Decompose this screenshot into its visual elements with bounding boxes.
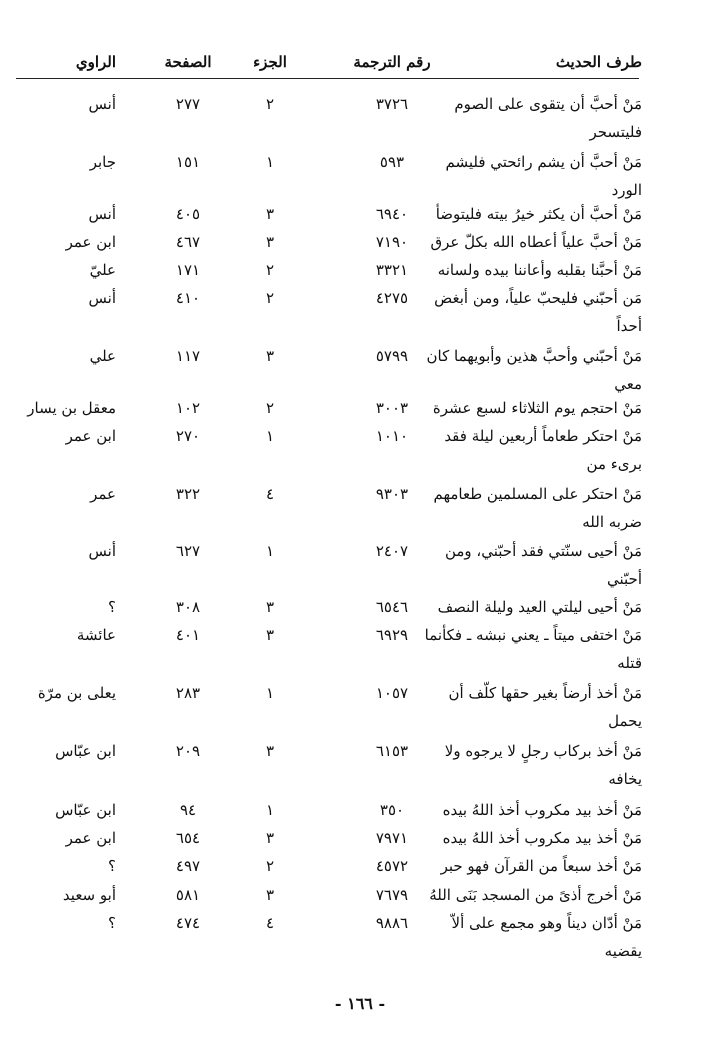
hadith-text-continued: معي [614,375,642,393]
header-number: رقم الترجمة [353,53,431,71]
hadith-text: مَنْ أحيى ليلتي العيد وليلة النصف [437,598,642,616]
page-number-cell: ٩٤ [179,801,197,819]
header-narrator: الراوي [75,53,116,71]
hadith-text-continued: فليتسحر [589,123,642,141]
page-number-cell: ٣٠٨ [175,598,201,616]
volume-number: ٢ [265,261,275,279]
entry-number: ٣٥٠ [379,801,405,819]
narrator-name: يعلى بن مرّة [37,684,116,702]
volume-number: ١ [265,542,275,560]
entry-number: ١٠١٠ [375,427,409,445]
page-number-cell: ٤١٠ [175,289,201,307]
hadith-text: مَنْ أحبَّ أن يكثر خيرُ بيته فليتوضأ [435,205,642,223]
narrator-name: ؟ [108,598,116,616]
volume-number: ٣ [265,886,275,904]
volume-number: ٢ [265,857,275,875]
hadith-text: مَنْ احتكر على المسلمين طعامهم [433,485,642,503]
page-number-cell: ٢٨٣ [175,684,201,702]
page-number-cell: ٦٢٧ [175,542,201,560]
hadith-text: مَنْ أخرج أذىً من المسجد بَنَى اللهُ [429,886,642,904]
hadith-text: مَنْ أحيى سنّتي فقد أحبّني، ومن [444,542,642,560]
narrator-name: ؟ [108,857,116,875]
volume-number: ٢ [265,289,275,307]
entry-number: ٢٤٠٧ [375,542,409,560]
page-number-cell: ٤٠٥ [175,205,201,223]
volume-number: ٤ [265,914,275,932]
narrator-name: ابن عمر [65,233,116,251]
entry-number: ١٠٥٧ [375,684,409,702]
hadith-text-continued: أحداً [616,317,642,335]
entry-number: ٩٣٠٣ [375,485,409,503]
entry-number: ٦٩٤٠ [375,205,409,223]
narrator-name: عليّ [89,261,116,279]
volume-number: ٤ [265,485,275,503]
narrator-name: أنس [88,289,116,307]
volume-number: ٣ [265,742,275,760]
header-part: الجزء [253,53,287,71]
page-number-cell: ٢٧٠ [175,427,201,445]
hadith-text-continued: يحمل [608,712,642,730]
hadith-text-continued: أحبّني [607,570,642,588]
hadith-text: مَنْ احتكر طعاماً أربعين ليلة فقد [444,427,642,445]
hadith-text-continued: يقضيه [604,942,642,960]
hadith-text: مَنْ أحبَّ علياً أعطاه الله بكلّ عرق [430,233,642,251]
volume-number: ١ [265,153,275,171]
hadith-text: مَنْ أخذ بيد مكروب أخذ اللهُ بيده [442,829,642,847]
entry-number: ٥٧٩٩ [375,347,409,365]
narrator-name: أنس [88,95,116,113]
volume-number: ٣ [265,205,275,223]
page-number-cell: ١٠٢ [175,399,201,417]
narrator-name: جابر [89,153,116,171]
hadith-text: مَنْ أخذ بيد مكروب أخذ اللهُ بيده [442,801,642,819]
narrator-name: معقل بن يسار [27,399,116,417]
hadith-text: مَنْ أحبَّ أن يتقوى على الصوم [454,95,642,113]
narrator-name: عائشة [76,626,116,644]
entry-number: ٣٠٠٣ [375,399,409,417]
page-number-cell: ٢٠٩ [175,742,201,760]
entry-number: ٧٩٧١ [375,829,409,847]
volume-number: ٣ [265,626,275,644]
page-number-cell: ٦٥٤ [175,829,201,847]
page-number-cell: ٤٧٤ [175,914,201,932]
page-number-cell: ٤٩٧ [175,857,201,875]
hadith-text-continued: قتله [617,654,642,672]
hadith-text: مَنْ أحبَّ أن يشم رائحتي فليشم [445,153,642,171]
page-number-cell: ٤٠١ [175,626,201,644]
page-number: - ١٦٦ - [334,994,386,1013]
entry-number: ٣٣٢١ [375,261,409,279]
narrator-name: ؟ [108,914,116,932]
narrator-name: أنس [88,205,116,223]
entry-number: ٦٩٢٩ [375,626,409,644]
narrator-name: أبو سعيد [62,886,116,904]
hadith-text: مَنْ أحبَّنا بقلبه وأعاننا بيده ولسانه [437,261,642,279]
hadith-text: مَنْ احتجم يوم الثلاثاء لسبع عشرة [432,399,642,417]
volume-number: ٣ [265,347,275,365]
entry-number: ٦١٥٣ [375,742,409,760]
hadith-text-continued: ضربه الله [582,513,642,531]
page-number-cell: ٢٧٧ [175,95,201,113]
page-number-cell: ٣٢٢ [175,485,201,503]
narrator-name: ابن عبّاس [55,801,116,819]
header-page: الصفحة [164,53,212,71]
entry-number: ٥٩٣ [379,153,405,171]
narrator-name: ابن عمر [65,829,116,847]
entry-number: ٧١٩٠ [375,233,409,251]
hadith-text: مَن أحبّني فليحبّ علياً، ومن أبغض [434,289,642,307]
volume-number: ٢ [265,95,275,113]
volume-number: ١ [265,801,275,819]
page-number-cell: ١٧١ [175,261,201,279]
page-number-cell: ١١٧ [175,347,201,365]
hadith-text-continued: يخافه [608,770,642,788]
narrator-name: علي [89,347,116,365]
page-number-cell: ٤٦٧ [175,233,201,251]
volume-number: ٢ [265,399,275,417]
entry-number: ٧٦٧٩ [375,886,409,904]
hadith-text-continued: الورد [611,181,642,199]
hadith-text: مَنْ اختفى ميتاً ـ يعني نبشه ـ فكأنما [424,626,642,644]
hadith-text: مَنْ أحبّني وأحبَّ هذين وأبويهما كان [426,347,642,365]
hadith-text: مَنْ أخذ سبعاً من القرآن فهو حبر [440,857,642,875]
volume-number: ٣ [265,598,275,616]
narrator-name: ابن عمر [65,427,116,445]
header-rule [16,78,639,79]
page-number-cell: ٥٨١ [175,886,201,904]
narrator-name: عمر [90,485,116,503]
volume-number: ١ [265,684,275,702]
hadith-text: مَنْ أخذ أرضاً بغير حقها كلّف أن [448,684,642,702]
volume-number: ١ [265,427,275,445]
entry-number: ٩٨٨٦ [375,914,409,932]
entry-number: ٤٥٧٢ [375,857,409,875]
hadith-text-continued: برىء من [586,455,642,473]
entry-number: ٦٥٤٦ [375,598,409,616]
volume-number: ٣ [265,829,275,847]
narrator-name: ابن عبّاس [55,742,116,760]
entry-number: ٤٢٧٥ [375,289,409,307]
narrator-name: أنس [88,542,116,560]
entry-number: ٣٧٢٦ [375,95,409,113]
hadith-text: مَنْ أخذ بركاب رجلٍ لا يرجوه ولا [444,742,642,760]
volume-number: ٣ [265,233,275,251]
hadith-text: مَنْ أدّان ديناً وهو مجمع على ألاّ [451,914,642,932]
header-hadith: طرف الحديث [555,53,642,71]
page-number-cell: ١٥١ [175,153,201,171]
